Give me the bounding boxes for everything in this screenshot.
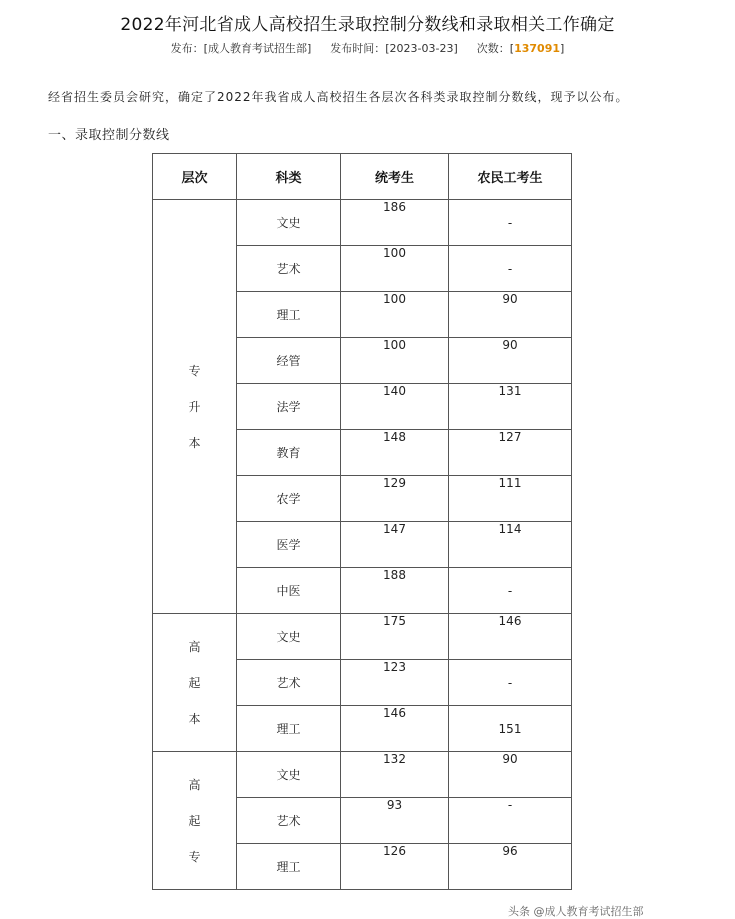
subject-cell: 教育 bbox=[237, 430, 341, 476]
level-cell-zhuanshengben bbox=[153, 200, 237, 614]
subject-cell: 文史 bbox=[237, 200, 341, 246]
header-subject: 科类 bbox=[237, 154, 341, 200]
migrant-score-cell: 127 bbox=[449, 430, 572, 476]
article-meta bbox=[0, 40, 735, 56]
regular-score-cell: 140 bbox=[341, 384, 449, 430]
subject-cell: 法学 bbox=[237, 384, 341, 430]
page-title: 2022年河北省成人高校招生录取控制分数线和录取相关工作确定 bbox=[120, 15, 615, 35]
level-char: 本 bbox=[188, 711, 201, 726]
migrant-score-cell: 90 bbox=[449, 752, 572, 798]
publish-time: [2023-03-23] bbox=[385, 42, 458, 55]
level-char: 起 bbox=[188, 675, 201, 690]
subject-cell: 理工 bbox=[237, 706, 341, 752]
views-label: 次数： bbox=[476, 42, 510, 55]
migrant-score-cell: 90 bbox=[449, 292, 572, 338]
migrant-score-cell: - bbox=[449, 660, 572, 706]
migrant-score-cell: - bbox=[449, 568, 572, 614]
migrant-score-cell: 90 bbox=[449, 338, 572, 384]
views-bracket-open: [ bbox=[509, 42, 515, 55]
table-row bbox=[153, 200, 572, 246]
watermark-text: 头条 @成人教育考试招生部 bbox=[508, 905, 644, 918]
subject-cell: 文史 bbox=[237, 614, 341, 660]
subject-cell: 艺术 bbox=[237, 798, 341, 844]
migrant-score-cell: - bbox=[449, 798, 572, 844]
migrant-score-cell: 114 bbox=[449, 522, 572, 568]
regular-score-cell: 147 bbox=[341, 522, 449, 568]
regular-score-cell: 146 bbox=[341, 706, 449, 752]
level-char: 高 bbox=[188, 777, 201, 792]
view-count: 137091 bbox=[514, 42, 561, 55]
regular-score-cell: 129 bbox=[341, 476, 449, 522]
views-bracket-close: ] bbox=[560, 42, 565, 55]
subject-cell: 经管 bbox=[237, 338, 341, 384]
regular-score-cell: 132 bbox=[341, 752, 449, 798]
level-char: 高 bbox=[188, 639, 201, 654]
level-char: 专 bbox=[188, 363, 201, 378]
regular-score-cell: 186 bbox=[341, 200, 449, 246]
subject-cell: 艺术 bbox=[237, 246, 341, 292]
regular-score-cell: 100 bbox=[341, 292, 449, 338]
section-heading: 一、录取控制分数线 bbox=[48, 128, 170, 143]
table-row bbox=[153, 752, 572, 798]
publisher-link[interactable]: [成人教育考试招生部] bbox=[203, 42, 312, 55]
level-cell-gaoqizhuan bbox=[153, 752, 237, 890]
level-cell-gaoqiben bbox=[153, 614, 237, 752]
subject-cell: 医学 bbox=[237, 522, 341, 568]
subject-cell: 艺术 bbox=[237, 660, 341, 706]
regular-score-cell: 188 bbox=[341, 568, 449, 614]
migrant-score-cell: 151 bbox=[449, 706, 572, 752]
regular-score-cell: 100 bbox=[341, 246, 449, 292]
regular-score-cell: 126 bbox=[341, 844, 449, 890]
subject-cell: 理工 bbox=[237, 844, 341, 890]
migrant-score-cell: - bbox=[449, 200, 572, 246]
migrant-score-cell: 111 bbox=[449, 476, 572, 522]
subject-cell: 农学 bbox=[237, 476, 341, 522]
publisher-label: 发布： bbox=[170, 42, 204, 55]
table-header-row bbox=[153, 154, 572, 200]
regular-score-cell: 93 bbox=[341, 798, 449, 844]
level-char: 本 bbox=[188, 435, 201, 450]
level-char: 专 bbox=[188, 849, 201, 864]
table-row bbox=[153, 614, 572, 660]
publish-time-label: 发布时间： bbox=[330, 42, 386, 55]
regular-score-cell: 148 bbox=[341, 430, 449, 476]
subject-cell: 文史 bbox=[237, 752, 341, 798]
migrant-score-cell: 131 bbox=[449, 384, 572, 430]
header-level: 层次 bbox=[153, 154, 237, 200]
migrant-score-cell: 96 bbox=[449, 844, 572, 890]
subject-cell: 理工 bbox=[237, 292, 341, 338]
regular-score-cell: 175 bbox=[341, 614, 449, 660]
header-migrant: 农民工考生 bbox=[449, 154, 572, 200]
regular-score-cell: 100 bbox=[341, 338, 449, 384]
regular-score-cell: 123 bbox=[341, 660, 449, 706]
level-char: 升 bbox=[188, 399, 201, 414]
header-regular: 统考生 bbox=[341, 154, 449, 200]
score-table bbox=[152, 153, 572, 890]
migrant-score-cell: 146 bbox=[449, 614, 572, 660]
intro-paragraph: 经省招生委员会研究，确定了2022年我省成人高校招生各层次各科类录取控制分数线，现予以公布。 bbox=[48, 90, 629, 104]
level-char: 起 bbox=[188, 813, 201, 828]
migrant-score-cell: - bbox=[449, 246, 572, 292]
subject-cell: 中医 bbox=[237, 568, 341, 614]
